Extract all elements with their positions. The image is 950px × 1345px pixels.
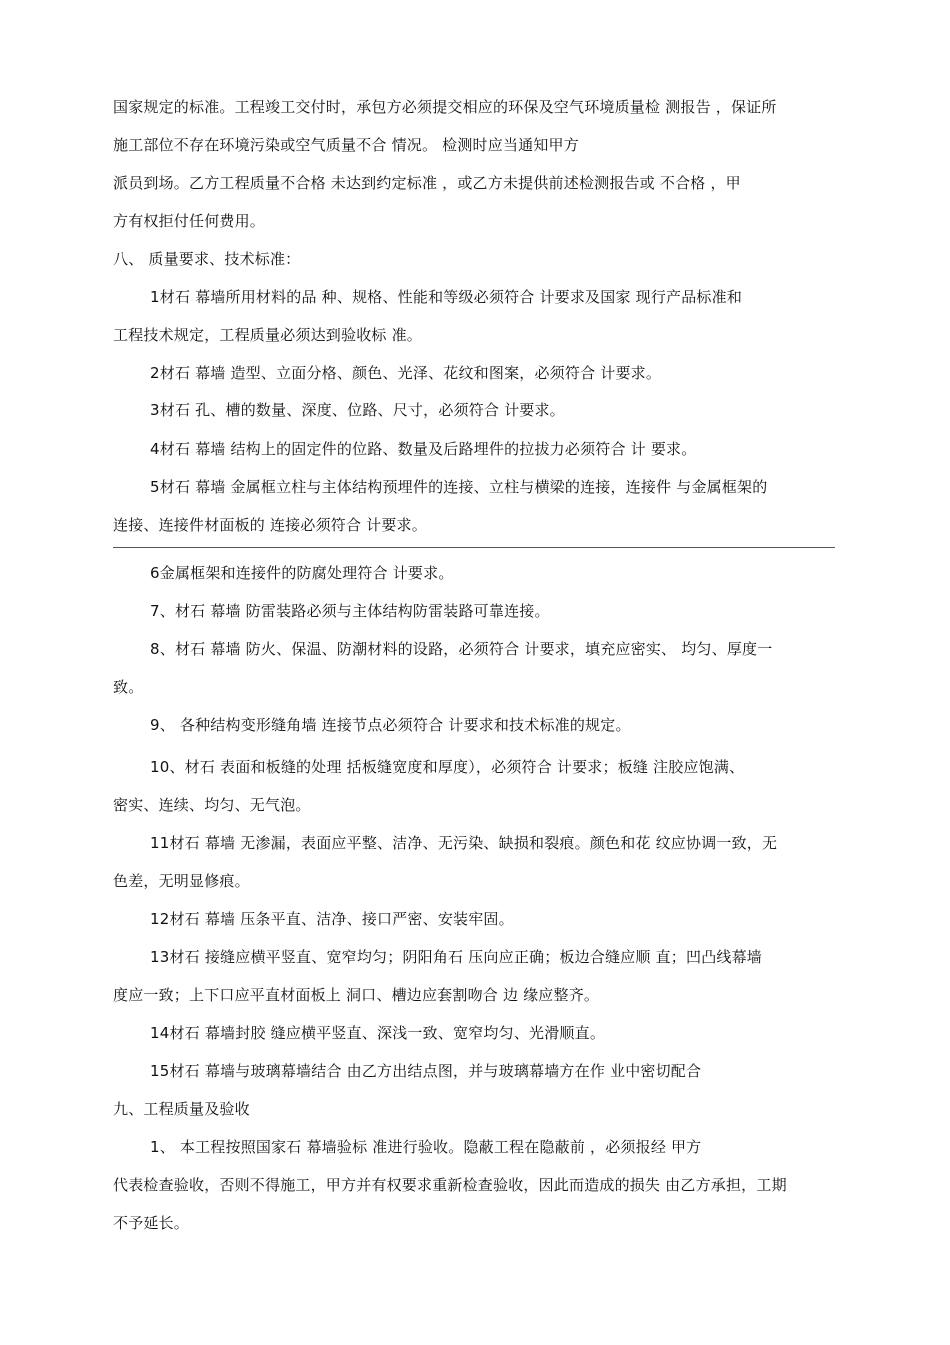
- list-item: 8、材石 幕墙 防火、保温、防潮材料的设路，必须符合 计要求，填充应密实、 均匀、厚度一: [150, 640, 773, 658]
- text-line: 致。: [113, 678, 144, 696]
- list-item: 11材石 幕墙 无渗漏，表面应平整、洁净、无污染、缺损和裂痕。颜色和花 纹应协调一致，无: [150, 834, 778, 852]
- list-item: 12材石 幕墙 压条平直、洁净、接口严密、安装牢固。: [150, 910, 514, 928]
- list-item: 3材石 孔、槽的数量、深度、位路、尺寸，必须符合 计要求。: [150, 401, 565, 419]
- text-line: 派员到场。乙方工程质量不合格 未达到约定标准 ，或乙方未提供前述检测报告或 不合格 ，甲: [113, 174, 741, 192]
- text-line: 密实、连续、均匀、无气泡。: [113, 796, 311, 814]
- text-line: 连接、连接件材面板的 连接必须符合 计要求。: [113, 516, 427, 534]
- list-item: 6金属框架和连接件的防腐处理符合 计要求。: [150, 564, 454, 582]
- list-item: 9、 各种结构变形缝角墙 连接节点必须符合 计要求和技术标准的规定。: [150, 716, 631, 734]
- page-divider: [113, 547, 835, 548]
- list-item: 2材石 幕墙 造型、立面分格、颜色、光泽、花纹和图案，必须符合 计要求。: [150, 364, 662, 382]
- text-line: 色差，无明显修痕。: [113, 872, 250, 890]
- list-item: 5材石 幕墙 金属框立柱与主体结构预埋件的连接、立柱与横梁的连接，连接件 与金属框架的: [150, 478, 768, 496]
- text-line: 国家规定的标准。工程竣工交付时，承包方必须提交相应的环保及空气环境质量检 测报告 ，保证所: [113, 98, 777, 116]
- text-line: 度应一致；上下口应平直材面板上 洞口、槽边应套割吻合 边 缘应整齐。: [113, 986, 600, 1004]
- list-item: 1、 本工程按照国家石 幕墙验标 准进行验收。隐蔽工程在隐蔽前 ，必须报经 甲方: [150, 1138, 702, 1156]
- list-item: 10、材石 表面和板缝的处理 括板缝宽度和厚度），必须符合 计要求；板缝 注胶应饱满、: [150, 758, 745, 776]
- text-line: 施工部位不存在环境污染或空气质量不合 情况。 检测时应当通知甲方: [113, 136, 579, 154]
- list-item: 15材石 幕墙与玻璃幕墙结合 由乙方出结点图，并与玻璃幕墙方在作 业中密切配合: [150, 1062, 702, 1080]
- section-heading: 八、 质量要求、技术标准：: [113, 250, 301, 268]
- text-line: 不予延长。: [113, 1214, 190, 1232]
- list-item: 4材石 幕墙 结构上的固定件的位路、数量及后路埋件的拉拔力必须符合 计 要求。: [150, 440, 697, 458]
- list-item: 14材石 幕墙封胶 缝应横平竖直、深浅一致、宽窄均匀、光滑顺直。: [150, 1024, 606, 1042]
- list-item: 1材石 幕墙所用材料的品 种、规格、性能和等级必须符合 计要求及国家 现行产品标准和: [150, 288, 743, 306]
- list-item: 7、材石 幕墙 防雷装路必须与主体结构防雷装路可靠连接。: [150, 602, 550, 620]
- text-line: 工程技术规定，工程质量必须达到验收标 准。: [113, 326, 422, 344]
- section-heading: 九、工程质量及验收: [113, 1100, 250, 1118]
- text-line: 代表检查验收，否则不得施工，甲方并有权要求重新检查验收，因此而造成的损失 由乙方承担，工期: [113, 1176, 787, 1194]
- text-line: 方有权拒付任何费用。: [113, 212, 266, 230]
- list-item: 13材石 接缝应横平竖直、宽窄均匀；阴阳角石 压向应正确；板边合缝应顺 直；凹凸线幕墙: [150, 948, 762, 966]
